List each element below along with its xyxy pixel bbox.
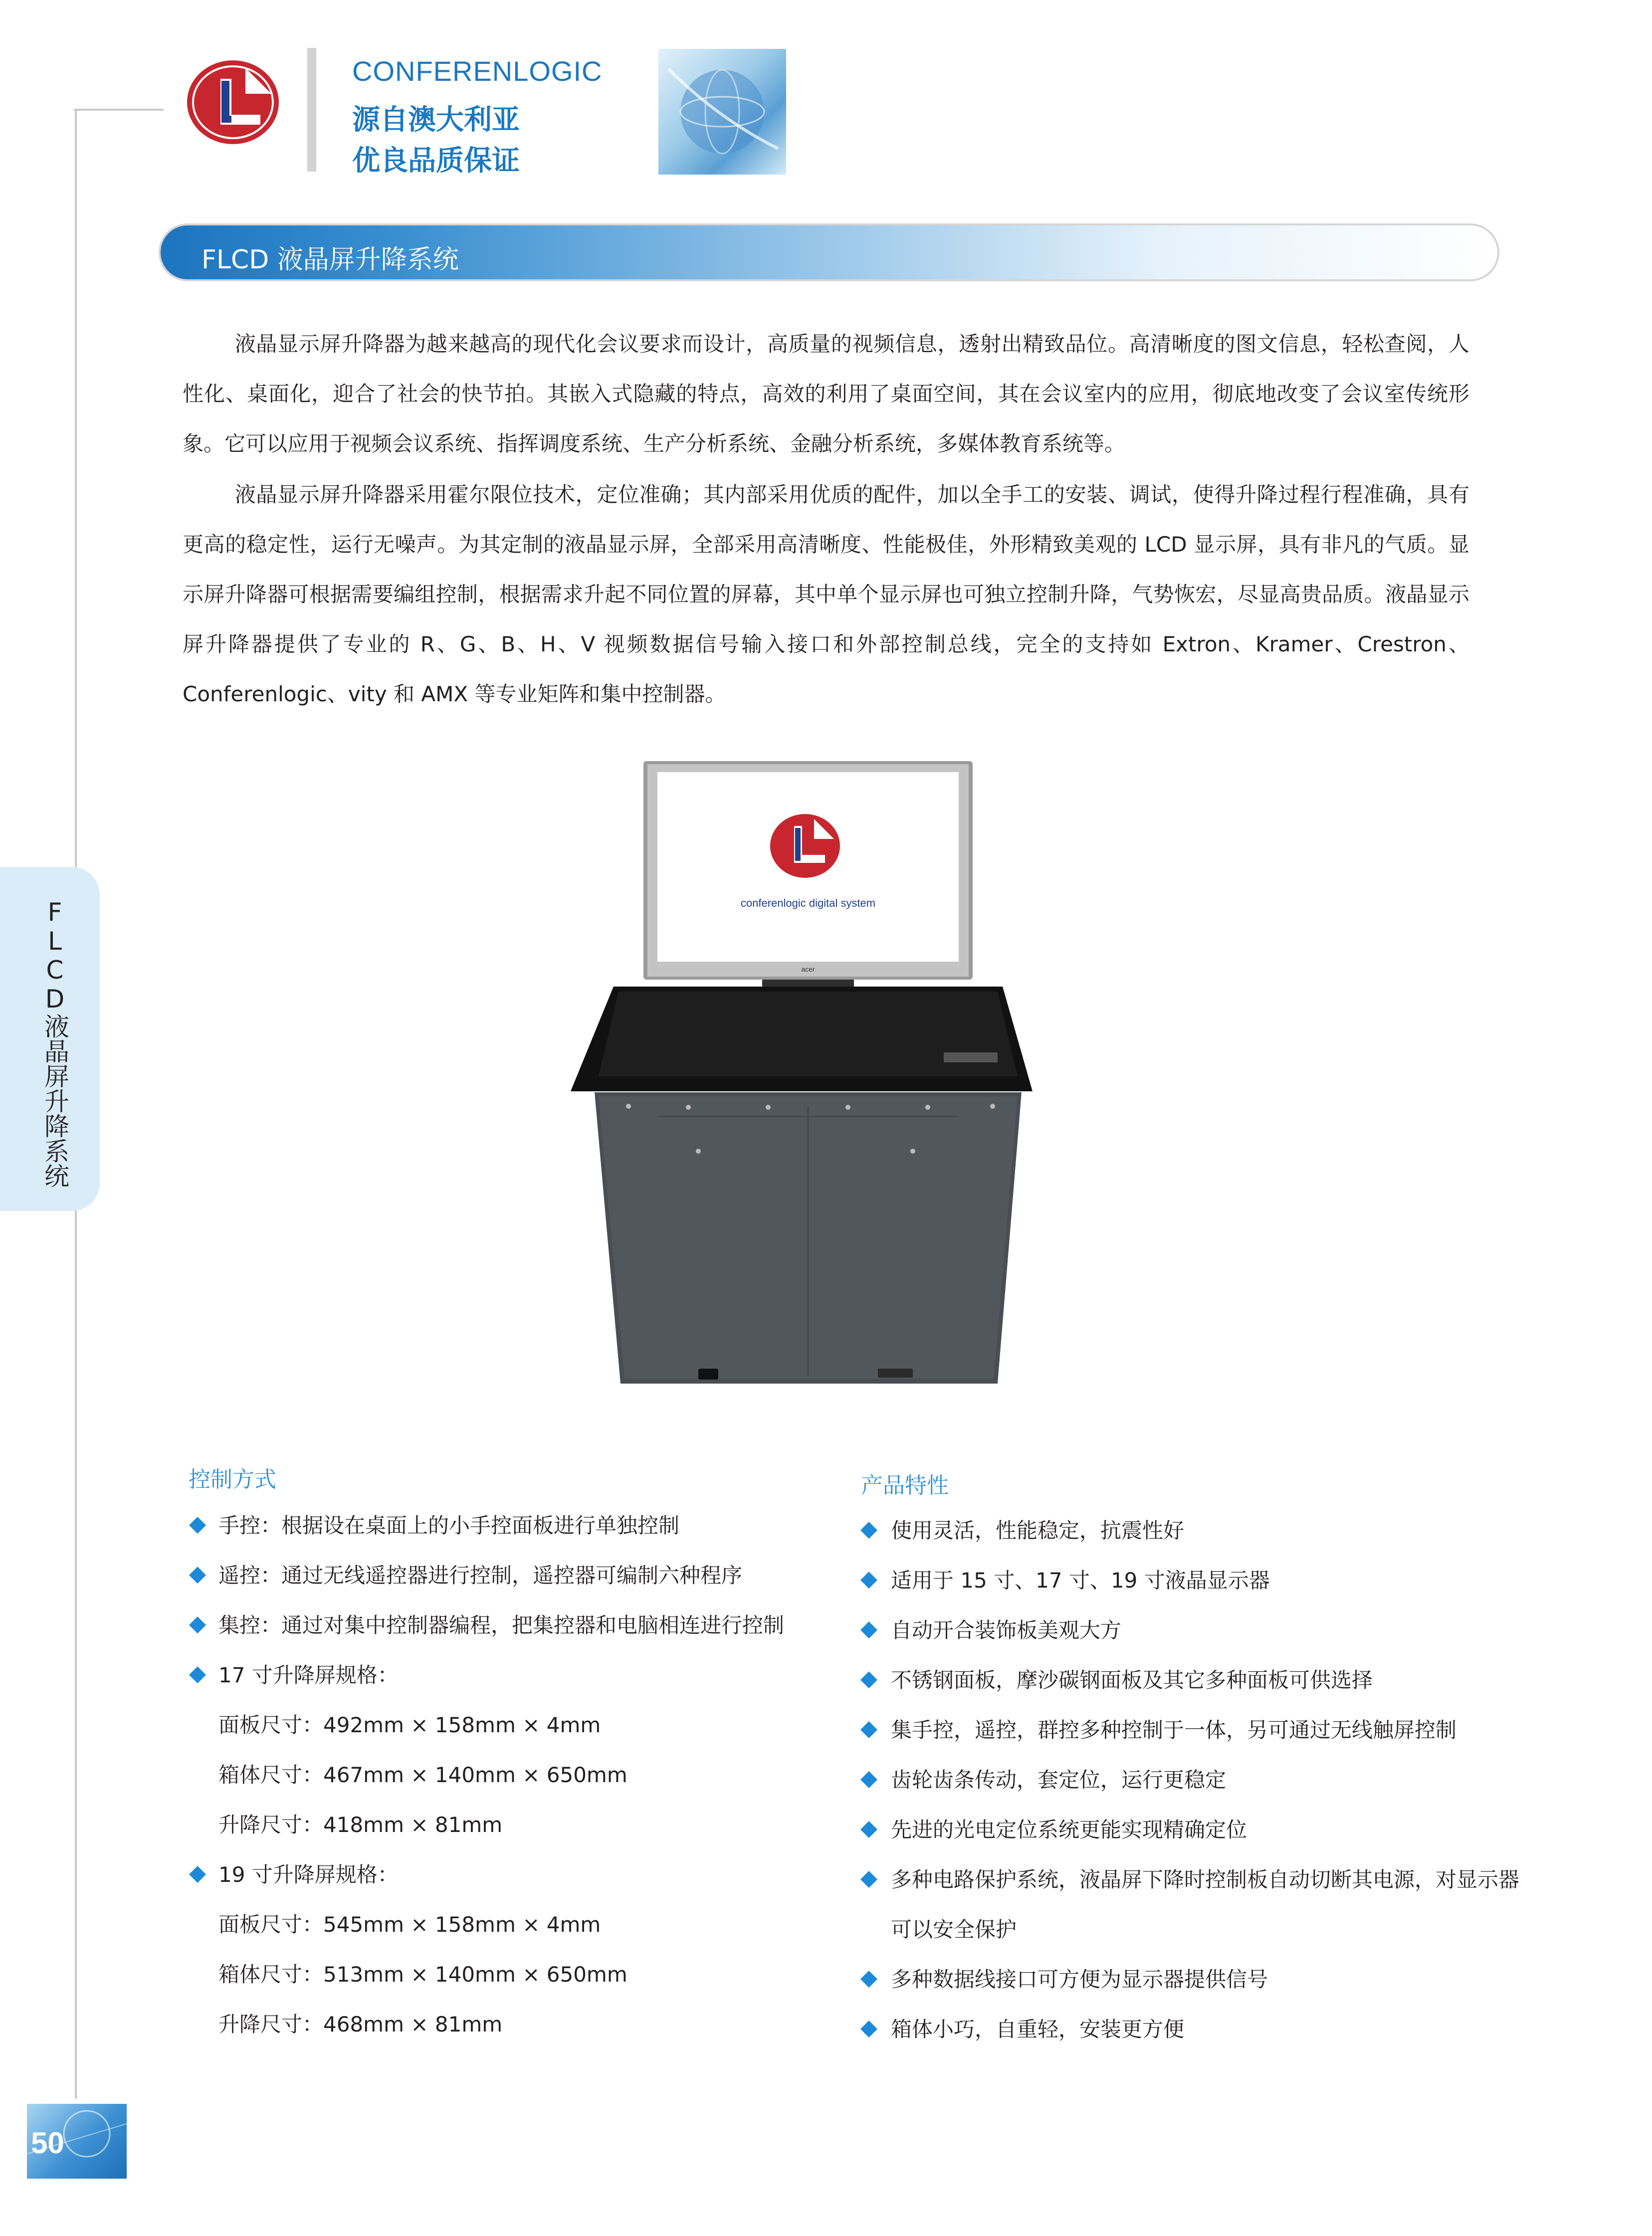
screen-caption: conferenlogic digital system [740, 897, 876, 909]
bullet-icon [860, 1871, 877, 1888]
globe-image [658, 49, 786, 175]
feature-item: 使用灵活，性能稳定，抗震性好 [891, 1518, 1185, 1543]
feature-item: 自动开合装饰板美观大方 [891, 1618, 1122, 1642]
monitor-brand: acer [801, 965, 815, 973]
features-heading: 产品特性 [861, 1473, 949, 1498]
feature-item: 多种电路保护系统，液晶屏下降时控制板自动切断其电源，对显示器 [891, 1867, 1520, 1892]
bullet-icon [860, 1671, 877, 1688]
spec17-lift: 升降尺寸：418mm × 81mm [218, 1813, 503, 1837]
brand-name: CONFERENLOGIC [352, 55, 603, 87]
control-item: 集控：通过对集中控制器编程，把集控器和电脑相连进行控制 [218, 1613, 785, 1637]
bullet-icon [860, 2021, 877, 2037]
bullet-icon [189, 1866, 206, 1883]
feature-item: 适用于 15 寸、17 寸、19 寸液晶显示器 [891, 1568, 1270, 1593]
brand-logo [186, 59, 280, 146]
spec17-title: 17 寸升降屏规格： [218, 1663, 399, 1687]
control-item: 手控：根据设在桌面上的小手控面板进行单独控制 [218, 1513, 680, 1538]
feature-item: 箱体小巧，自重轻，安装更方便 [891, 2017, 1185, 2041]
spec17-box: 箱体尺寸：467mm × 140mm × 650mm [218, 1763, 627, 1787]
spec19-panel: 面板尺寸：545mm × 158mm × 4mm [218, 1912, 601, 1937]
product-image [569, 757, 1047, 1399]
intro-paragraph-1: 液晶显示屏升降器为越来越高的现代化会议要求而设计，高质量的视频信息，透射出精致品位。高清晰度的图文信息，轻松查阅，人性化、桌面化，迎合了社会的快节拍。其嵌入式隐藏的特点，高效的利用了桌面空间，其在会议室内的应用，彻底地改变了会议室传统形象。它可以应用于视频会议系统、指挥调度系统、生产分析系统、金融分析系统，多媒体教育系统等。 [183, 332, 1469, 456]
spec19-title: 19 寸升降屏规格： [218, 1862, 399, 1887]
control-heading: 控制方式 [189, 1467, 276, 1492]
side-chapter-label: FLCD液晶屏升降系统 [40, 898, 69, 1188]
bullet-icon [189, 1567, 206, 1584]
bullet-icon [189, 1617, 206, 1633]
spec19-box: 箱体尺寸：513mm × 140mm × 650mm [218, 1962, 627, 1987]
intro-paragraph-2: 液晶显示屏升降器采用霍尔限位技术，定位准确；其内部采用优质的配件，加以全手工的安装、调试，使得升降过程行程准确，具有更高的稳定性，运行无噪声。为其定制的液晶显示屏，全部采用高清晰度、性能极佳，外形精致美观的 LCD 显示屏，具有非凡的气质。显示屏升降器可根据需要编组控制，根据需求升起不同位置的屏幕，其中单个显示屏也可独立控制升降，气势恢宏，尽显高贵品质。液晶显示屏升降器提供了专业的 R、G、B、H、V 视频数据信号输入接口和外部控制总线，完全的支持如 Extron、Kramer、Crestron、Conferenlogic、vity 和 AMX 等专业矩阵和集中控制器。 [183, 482, 1469, 706]
spec19-lift: 升降尺寸：468mm × 81mm [218, 2012, 503, 2036]
bullet-icon [860, 1522, 877, 1539]
header-divider [307, 48, 316, 172]
section-title: FLCD 液晶屏升降系统 [202, 245, 459, 275]
feature-item: 齿轮齿条传动，套定位，运行更稳定 [891, 1768, 1227, 1792]
bullet-icon [860, 1971, 877, 1988]
feature-item: 先进的光电定位系统更能实现精确定位 [891, 1818, 1247, 1842]
spec17-panel: 面板尺寸：492mm × 158mm × 4mm [218, 1713, 601, 1737]
bullet-icon [860, 1721, 877, 1738]
page-number: 50 [31, 2126, 64, 2160]
feature-item-continuation: 可以安全保护 [891, 1917, 1017, 1942]
slogan-line2: 优良品质保证 [352, 145, 520, 177]
bullet-icon [860, 1821, 877, 1838]
control-item: 遥控：通过无线遥控器进行控制，遥控器可编制六种程序 [218, 1563, 743, 1588]
feature-item: 不锈钢面板，摩沙碳钢面板及其它多种面板可供选择 [891, 1668, 1373, 1692]
bullet-icon [189, 1517, 206, 1534]
feature-item: 多种数据线接口可方便为显示器提供信号 [891, 1967, 1268, 1992]
bullet-icon [860, 1622, 877, 1638]
header-rule [74, 109, 164, 111]
slogan-line1: 源自澳大利亚 [352, 104, 520, 136]
bullet-icon [860, 1771, 877, 1788]
feature-item: 集手控，遥控，群控多种控制于一体，另可通过无线触屏控制 [891, 1718, 1457, 1742]
bullet-icon [860, 1572, 877, 1589]
bullet-icon [189, 1666, 206, 1683]
